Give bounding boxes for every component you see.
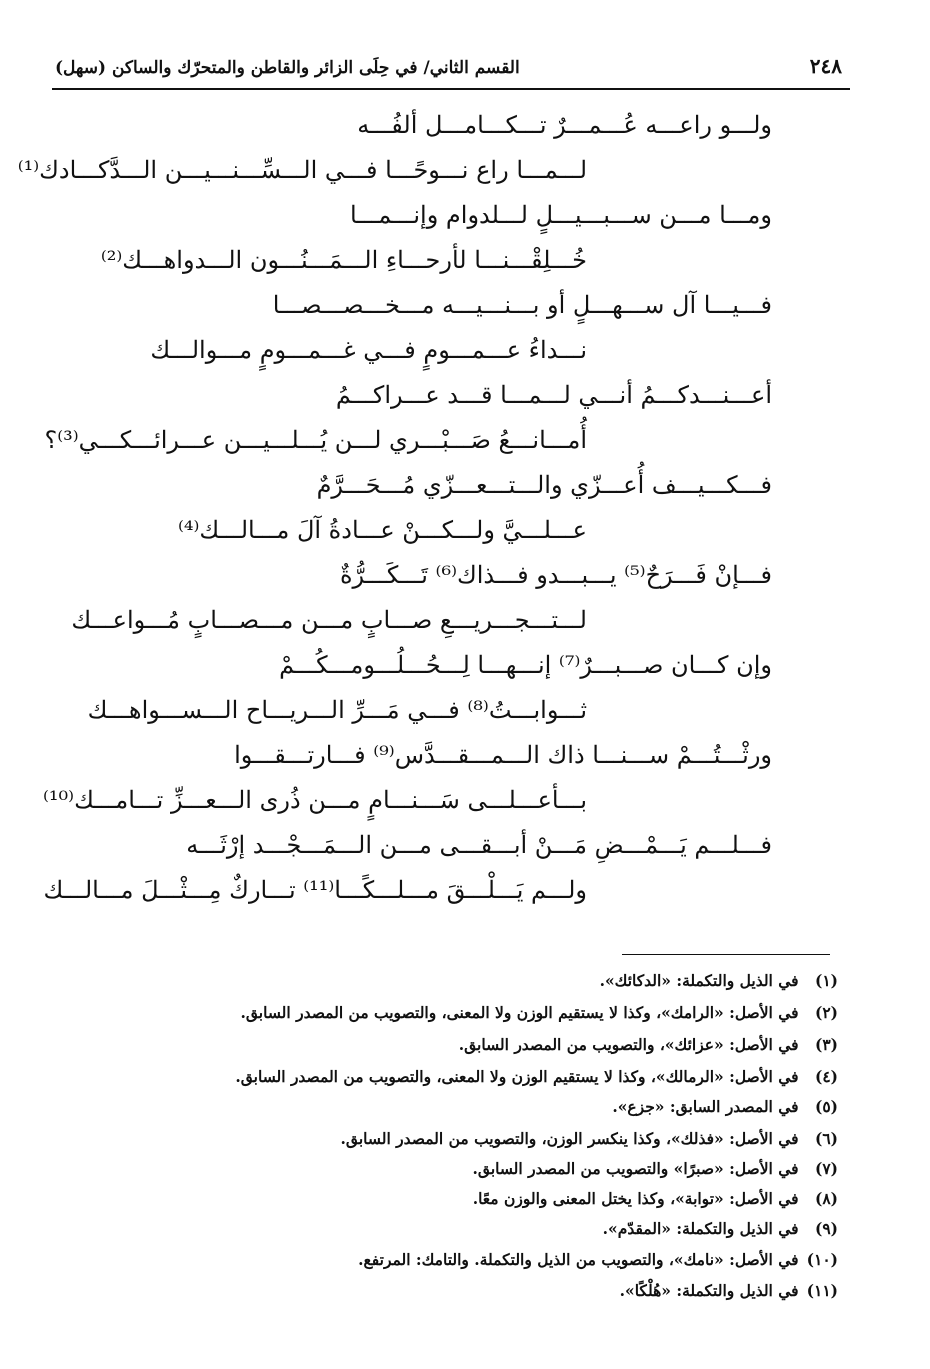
verse-line: عـــلـــيَّ ولـــكـــنْ عـــادةُ آلَ مـــالـــك⁽⁴⁾	[178, 516, 587, 544]
footnote-number: (١١)	[806, 1281, 838, 1300]
footnote-item	[235, 1066, 838, 1088]
footnote-item	[620, 1280, 838, 1302]
footnote-item	[603, 1218, 838, 1240]
footnote-text: في الأصل: «الرمالك»، وكذا لا يستقيم الوزن ولا المعنى، والتصويب من المصدر السابق.	[235, 1067, 799, 1086]
verse-line: فـــإنْ فَـــرَحٌ⁽⁵⁾ يـــبـــدو فـــذاك⁽⁶⁾ تَـــكَـــرُّةٌ	[339, 561, 772, 589]
footnote-item	[612, 1096, 838, 1118]
footnote-number: (٨)	[814, 1189, 838, 1208]
page-number: ٢٤٨	[809, 54, 842, 78]
verse-line: فـــلـــم يَـــمْـــضِ مَـــنْ أبـــقـــى مـــن الـــمَـــجْـــد إرْثَـــه	[186, 831, 772, 859]
footnote-item	[600, 970, 838, 992]
page-header	[50, 48, 850, 88]
verse-line: لـــمـــا راع نـــوحًـــا فـــي الـــسِّـــنـــيـــن الـــدَّكـــادك⁽¹⁾	[17, 156, 587, 184]
verse-line: خُـــلِقْـــنـــا لأرحـــاءِ الـــمَـــنُـــون الـــدواهـــك⁽²⁾	[100, 246, 587, 274]
verse-line: نـــداءُ عـــمـــومٍ فـــي غـــمـــومٍ مـــوالـــك	[150, 336, 587, 364]
footnote-text: في الذيل والتكملة: «الدكائك».	[599, 971, 799, 990]
verse-line: أعـــنـــدكـــمُ أنـــي لـــمـــا قـــد عـــراكـــمُ	[335, 381, 772, 409]
footnote-text: في الأصل: «توابة»، وكذا يختل المعنى والوزن معًا.	[472, 1189, 799, 1208]
verse-line: وإن كـــان صـــبـــرٌ⁽⁷⁾ إنـــهـــا لِـــحُـــلُـــومـــكُـــمْ	[279, 651, 772, 679]
footnote-number: (٦)	[814, 1129, 838, 1148]
verse-line: لـــتـــجـــريـــعِ صـــابٍ مـــن مـــصـــابٍ مُـــواعـــك	[71, 606, 587, 634]
footnote-text: في الذيل والتكملة: «المقدّم».	[602, 1219, 799, 1238]
footnote-number: (٥)	[814, 1097, 838, 1116]
footnote-number: (٤)	[814, 1067, 838, 1086]
verse-line: فـــيـــا آل ســـهـــلٍ أو بـــنـــيـــه مـــخـــصـــصـــا	[272, 291, 772, 319]
footnote-item	[473, 1158, 839, 1180]
footnote-item	[240, 1002, 838, 1024]
verse-line: ومـــا مـــن ســـبـــيـــلٍ لـــلدوام وإنـــمـــا	[349, 201, 772, 229]
footnote-separator	[622, 954, 830, 955]
verse-line: بـــأعـــلـــى سَـــنـــامٍ مـــن ذُرى الـــعـــزِّ تـــامـــك⁽¹⁰⁾	[43, 786, 587, 814]
footnote-text: في الذيل والتكملة: «هُلْكًا».	[619, 1281, 799, 1300]
verse-line: ثـــوابـــتُ⁽⁸⁾ فـــي مَـــرِّ الـــريـــاح الـــســـواهـــك	[87, 696, 587, 724]
footnote-text: في الأصل: «الرامك»، وكذا لا يستقيم الوزن ولا المعنى، والتصويب من المصدر السابق.	[240, 1003, 799, 1022]
footnote-item	[473, 1188, 838, 1210]
verse-line: ولـــم يَـــلْـــقَ مـــلـــكًـــا⁽¹¹⁾ تـــاركٌ مِـــثْـــلَ مـــالـــك	[43, 876, 587, 904]
footnote-number: (٢)	[814, 1003, 838, 1022]
footnote-item	[459, 1034, 838, 1056]
running-title: القسم الثاني/ في حِلَى الزائر والقاطن والمتحرّك والساكن (سهل)	[55, 58, 520, 78]
footnote-number: (٧)	[814, 1159, 838, 1178]
footnote-text: في الأصل: «عزائك»، والتصويب من المصدر السابق.	[458, 1035, 799, 1054]
footnote-text: في الأصل: «نامك»، والتصويب من الذيل والتكملة. والتامك: المرتفع.	[358, 1250, 799, 1269]
header-rule	[52, 88, 850, 90]
verse-line: أُمـــانـــعُ صَـــبْـــري لـــن يُـــلـــيـــن عـــرائـــكـــي⁽³⁾؟	[44, 426, 587, 454]
footnote-text: في الأصل: «صبرًا» والتصويب من المصدر السابق.	[472, 1159, 799, 1178]
footnote-number: (٣)	[814, 1035, 838, 1054]
footnote-text: في الأصل: «فذلك»، وكذا ينكسر الوزن، والتصويب من المصدر السابق.	[340, 1129, 799, 1148]
footnote-number: (١٠)	[806, 1250, 838, 1269]
verse-line: فـــكـــيـــف أُعـــزّي والـــتـــعـــزّي مُـــحَـــرَّمٌ	[316, 471, 772, 499]
footnote-text: في المصدر السابق: «جزع».	[612, 1097, 799, 1116]
verse-line: ورثْـــتُـــمْ ســـنـــا ذاك الـــمـــقـــدَّس⁽⁹⁾ فـــارتـــقـــوا	[234, 741, 772, 769]
footnote-item	[341, 1128, 838, 1150]
footnote-number: (١)	[814, 971, 838, 990]
footnote-item	[358, 1249, 838, 1271]
verse-line: ولـــو راعـــه عُـــمـــرٌ تـــكـــامـــل ألفُـــه	[357, 111, 772, 139]
footnote-number: (٩)	[814, 1219, 838, 1238]
